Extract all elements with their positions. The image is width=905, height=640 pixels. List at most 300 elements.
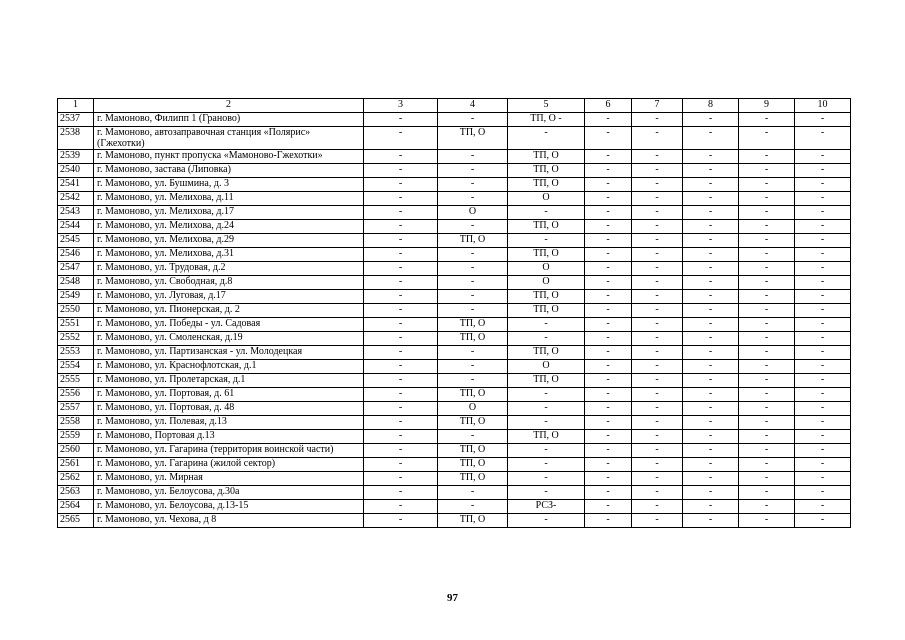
value-cell-5: - [508, 514, 585, 528]
value-cell-5: ТП, О [508, 178, 585, 192]
value-cell-6: - [585, 346, 632, 360]
address-cell: г. Мамоново, ул. Портовая, д. 48 [94, 402, 364, 416]
value-cell-8: - [683, 332, 739, 346]
value-cell-5: - [508, 402, 585, 416]
value-cell-10: - [795, 164, 851, 178]
header-col-10: 10 [795, 99, 851, 113]
row-number-cell: 2562 [58, 472, 94, 486]
value-cell-5: ТП, О [508, 290, 585, 304]
row-number-cell: 2540 [58, 164, 94, 178]
value-cell-6: - [585, 164, 632, 178]
row-number-cell: 2537 [58, 113, 94, 127]
value-cell-8: - [683, 113, 739, 127]
address-cell: г. Мамоново, ул. Мелихова, д.11 [94, 192, 364, 206]
header-col-1: 1 [58, 99, 94, 113]
value-cell-5: - [508, 206, 585, 220]
value-cell-3: - [364, 472, 438, 486]
address-cell: г. Мамоново, ул. Бушмина, д. 3 [94, 178, 364, 192]
value-cell-10: - [795, 276, 851, 290]
value-cell-3: - [364, 318, 438, 332]
value-cell-5: - [508, 416, 585, 430]
value-cell-3: - [364, 304, 438, 318]
table-row [58, 374, 851, 388]
value-cell-5: РСЗ- [508, 500, 585, 514]
table-row [58, 318, 851, 332]
value-cell-6: - [585, 360, 632, 374]
address-cell: г. Мамоново, ул. Белоусова, д.13-15 [94, 500, 364, 514]
value-cell-7: - [632, 458, 683, 472]
address-cell: г. Мамоново, ул. Чехова, д 8 [94, 514, 364, 528]
value-cell-5: ТП, О - [508, 113, 585, 127]
table-row [58, 178, 851, 192]
table-row [58, 416, 851, 430]
value-cell-10: - [795, 346, 851, 360]
value-cell-7: - [632, 127, 683, 150]
value-cell-5: - [508, 388, 585, 402]
value-cell-6: - [585, 290, 632, 304]
table-row [58, 430, 851, 444]
address-cell: г. Мамоново, ул. Мирная [94, 472, 364, 486]
value-cell-7: - [632, 374, 683, 388]
value-cell-8: - [683, 514, 739, 528]
value-cell-10: - [795, 388, 851, 402]
address-cell: г. Мамоново, Портовая д.13 [94, 430, 364, 444]
value-cell-9: - [739, 402, 795, 416]
value-cell-3: - [364, 388, 438, 402]
row-number-cell: 2542 [58, 192, 94, 206]
value-cell-9: - [739, 276, 795, 290]
value-cell-7: - [632, 304, 683, 318]
value-cell-10: - [795, 472, 851, 486]
value-cell-8: - [683, 318, 739, 332]
row-number-cell: 2549 [58, 290, 94, 304]
value-cell-6: - [585, 318, 632, 332]
value-cell-9: - [739, 127, 795, 150]
value-cell-5: ТП, О [508, 374, 585, 388]
value-cell-10: - [795, 192, 851, 206]
table-row [58, 192, 851, 206]
value-cell-7: - [632, 444, 683, 458]
value-cell-3: - [364, 220, 438, 234]
table-row [58, 514, 851, 528]
value-cell-7: - [632, 486, 683, 500]
header-col-4: 4 [438, 99, 508, 113]
address-cell: г. Мамоново, ул. Мелихова, д.29 [94, 234, 364, 248]
value-cell-9: - [739, 360, 795, 374]
value-cell-4: ТП, О [438, 472, 508, 486]
value-cell-8: - [683, 346, 739, 360]
address-cell: г. Мамоново, ул. Мелихова, д.31 [94, 248, 364, 262]
table-row [58, 444, 851, 458]
value-cell-7: - [632, 178, 683, 192]
value-cell-5: - [508, 127, 585, 150]
value-cell-3: - [364, 514, 438, 528]
value-cell-6: - [585, 248, 632, 262]
row-number-cell: 2551 [58, 318, 94, 332]
table-row [58, 262, 851, 276]
value-cell-8: - [683, 430, 739, 444]
value-cell-8: - [683, 276, 739, 290]
value-cell-7: - [632, 416, 683, 430]
value-cell-9: - [739, 346, 795, 360]
value-cell-8: - [683, 220, 739, 234]
address-cell: г. Мамоново, ул. Краснофлотская, д.1 [94, 360, 364, 374]
value-cell-8: - [683, 458, 739, 472]
address-cell: г. Мамоново, ул. Луговая, д.17 [94, 290, 364, 304]
value-cell-8: - [683, 248, 739, 262]
table-row [58, 304, 851, 318]
value-cell-10: - [795, 206, 851, 220]
value-cell-3: - [364, 416, 438, 430]
value-cell-10: - [795, 304, 851, 318]
value-cell-10: - [795, 234, 851, 248]
page-number: 97 [447, 592, 458, 604]
row-number-cell: 2552 [58, 332, 94, 346]
value-cell-8: - [683, 192, 739, 206]
row-number-cell: 2545 [58, 234, 94, 248]
value-cell-6: - [585, 472, 632, 486]
value-cell-4: - [438, 374, 508, 388]
value-cell-10: - [795, 486, 851, 500]
value-cell-6: - [585, 458, 632, 472]
value-cell-10: - [795, 248, 851, 262]
address-cell: г. Мамоново, ул. Мелихова, д.17 [94, 206, 364, 220]
value-cell-4: ТП, О [438, 458, 508, 472]
table-row [58, 402, 851, 416]
row-number-cell: 2546 [58, 248, 94, 262]
value-cell-6: - [585, 304, 632, 318]
value-cell-7: - [632, 346, 683, 360]
row-number-cell: 2558 [58, 416, 94, 430]
table-row [58, 113, 851, 127]
value-cell-3: - [364, 332, 438, 346]
value-cell-4: - [438, 220, 508, 234]
value-cell-7: - [632, 248, 683, 262]
address-cell: г. Мамоново, застава (Липовка) [94, 164, 364, 178]
address-cell: г. Мамоново, ул. Белоусова, д.30а [94, 486, 364, 500]
value-cell-4: ТП, О [438, 234, 508, 248]
value-cell-9: - [739, 178, 795, 192]
address-cell: г. Мамоново, ул. Свободная, д.8 [94, 276, 364, 290]
value-cell-9: - [739, 248, 795, 262]
value-cell-9: - [739, 220, 795, 234]
value-cell-7: - [632, 332, 683, 346]
value-cell-6: - [585, 220, 632, 234]
value-cell-4: ТП, О [438, 444, 508, 458]
value-cell-6: - [585, 514, 632, 528]
value-cell-8: - [683, 416, 739, 430]
table-row [58, 472, 851, 486]
row-number-cell: 2541 [58, 178, 94, 192]
value-cell-6: - [585, 374, 632, 388]
address-cell: г. Мамоново, ул. Гагарина (жилой сектор) [94, 458, 364, 472]
value-cell-5: - [508, 318, 585, 332]
value-cell-10: - [795, 416, 851, 430]
row-number-cell: 2544 [58, 220, 94, 234]
value-cell-9: - [739, 234, 795, 248]
value-cell-4: - [438, 276, 508, 290]
table-body [58, 113, 851, 528]
value-cell-5: О [508, 276, 585, 290]
value-cell-6: - [585, 444, 632, 458]
value-cell-7: - [632, 234, 683, 248]
value-cell-10: - [795, 290, 851, 304]
address-cell: г. Мамоново, ул. Трудовая, д.2 [94, 262, 364, 276]
value-cell-4: - [438, 290, 508, 304]
value-cell-10: - [795, 220, 851, 234]
table-row [58, 206, 851, 220]
value-cell-3: - [364, 402, 438, 416]
value-cell-4: - [438, 304, 508, 318]
row-number-cell: 2557 [58, 402, 94, 416]
value-cell-9: - [739, 304, 795, 318]
row-number-cell: 2554 [58, 360, 94, 374]
value-cell-10: - [795, 113, 851, 127]
table-row [58, 248, 851, 262]
value-cell-5: - [508, 458, 585, 472]
value-cell-10: - [795, 127, 851, 150]
value-cell-3: - [364, 192, 438, 206]
value-cell-3: - [364, 113, 438, 127]
value-cell-3: - [364, 150, 438, 164]
value-cell-10: - [795, 318, 851, 332]
value-cell-10: - [795, 444, 851, 458]
row-number-cell: 2560 [58, 444, 94, 458]
value-cell-10: - [795, 150, 851, 164]
value-cell-9: - [739, 430, 795, 444]
value-cell-9: - [739, 472, 795, 486]
row-number-cell: 2548 [58, 276, 94, 290]
value-cell-5: ТП, О [508, 150, 585, 164]
value-cell-5: ТП, О [508, 164, 585, 178]
value-cell-8: - [683, 374, 739, 388]
value-cell-8: - [683, 472, 739, 486]
table-header-row [58, 99, 851, 113]
value-cell-7: - [632, 220, 683, 234]
value-cell-4: - [438, 192, 508, 206]
value-cell-6: - [585, 127, 632, 150]
value-cell-7: - [632, 430, 683, 444]
value-cell-8: - [683, 150, 739, 164]
value-cell-6: - [585, 262, 632, 276]
row-number-cell: 2559 [58, 430, 94, 444]
table-row [58, 276, 851, 290]
table-row [58, 332, 851, 346]
value-cell-9: - [739, 113, 795, 127]
value-cell-9: - [739, 318, 795, 332]
value-cell-9: - [739, 192, 795, 206]
value-cell-8: - [683, 178, 739, 192]
value-cell-4: - [438, 360, 508, 374]
value-cell-8: - [683, 164, 739, 178]
value-cell-8: - [683, 304, 739, 318]
value-cell-10: - [795, 430, 851, 444]
address-cell: г. Мамоново, ул. Мелихова, д.24 [94, 220, 364, 234]
value-cell-8: - [683, 500, 739, 514]
value-cell-5: - [508, 332, 585, 346]
value-cell-9: - [739, 262, 795, 276]
document-table-wrapper [57, 98, 850, 528]
value-cell-6: - [585, 276, 632, 290]
value-cell-7: - [632, 514, 683, 528]
value-cell-6: - [585, 402, 632, 416]
value-cell-3: - [364, 127, 438, 150]
value-cell-5: ТП, О [508, 430, 585, 444]
value-cell-7: - [632, 262, 683, 276]
value-cell-3: - [364, 360, 438, 374]
value-cell-9: - [739, 388, 795, 402]
value-cell-7: - [632, 150, 683, 164]
table-row [58, 150, 851, 164]
value-cell-9: - [739, 206, 795, 220]
value-cell-5: ТП, О [508, 304, 585, 318]
address-cell: г. Мамоново, Филипп 1 (Граново) [94, 113, 364, 127]
value-cell-3: - [364, 276, 438, 290]
address-cell: г. Мамоново, ул. Пролетарская, д.1 [94, 374, 364, 388]
row-number-cell: 2538 [58, 127, 94, 150]
address-cell: г. Мамоново, ул. Смоленская, д.19 [94, 332, 364, 346]
value-cell-6: - [585, 192, 632, 206]
table-row [58, 360, 851, 374]
value-cell-8: - [683, 360, 739, 374]
value-cell-10: - [795, 500, 851, 514]
row-number-cell: 2563 [58, 486, 94, 500]
value-cell-5: ТП, О [508, 248, 585, 262]
value-cell-7: - [632, 206, 683, 220]
value-cell-7: - [632, 276, 683, 290]
value-cell-6: - [585, 113, 632, 127]
header-col-5: 5 [508, 99, 585, 113]
value-cell-3: - [364, 206, 438, 220]
row-number-cell: 2555 [58, 374, 94, 388]
value-cell-4: - [438, 262, 508, 276]
table-row [58, 127, 851, 150]
value-cell-4: - [438, 150, 508, 164]
value-cell-3: - [364, 262, 438, 276]
value-cell-6: - [585, 486, 632, 500]
table-row [58, 164, 851, 178]
table-row [58, 234, 851, 248]
value-cell-5: - [508, 234, 585, 248]
value-cell-4: О [438, 206, 508, 220]
table-row [58, 388, 851, 402]
header-col-6: 6 [585, 99, 632, 113]
value-cell-5: ТП, О [508, 220, 585, 234]
value-cell-7: - [632, 164, 683, 178]
value-cell-7: - [632, 472, 683, 486]
header-col-2: 2 [94, 99, 364, 113]
value-cell-7: - [632, 388, 683, 402]
value-cell-3: - [364, 444, 438, 458]
row-number-cell: 2547 [58, 262, 94, 276]
value-cell-4: - [438, 113, 508, 127]
value-cell-9: - [739, 164, 795, 178]
value-cell-10: - [795, 178, 851, 192]
row-number-cell: 2561 [58, 458, 94, 472]
value-cell-3: - [364, 430, 438, 444]
value-cell-6: - [585, 416, 632, 430]
table-row [58, 486, 851, 500]
value-cell-10: - [795, 374, 851, 388]
value-cell-9: - [739, 290, 795, 304]
value-cell-7: - [632, 500, 683, 514]
value-cell-3: - [364, 500, 438, 514]
row-number-cell: 2564 [58, 500, 94, 514]
value-cell-9: - [739, 150, 795, 164]
row-number-cell: 2556 [58, 388, 94, 402]
table-row [58, 458, 851, 472]
value-cell-3: - [364, 486, 438, 500]
value-cell-10: - [795, 262, 851, 276]
value-cell-4: - [438, 164, 508, 178]
address-table [57, 98, 851, 528]
value-cell-4: - [438, 486, 508, 500]
table-row [58, 500, 851, 514]
value-cell-3: - [364, 234, 438, 248]
value-cell-5: ТП, О [508, 346, 585, 360]
value-cell-8: - [683, 388, 739, 402]
value-cell-4: ТП, О [438, 332, 508, 346]
value-cell-9: - [739, 514, 795, 528]
value-cell-9: - [739, 486, 795, 500]
value-cell-9: - [739, 458, 795, 472]
value-cell-9: - [739, 444, 795, 458]
value-cell-8: - [683, 290, 739, 304]
value-cell-8: - [683, 127, 739, 150]
value-cell-3: - [364, 290, 438, 304]
header-col-9: 9 [739, 99, 795, 113]
value-cell-6: - [585, 150, 632, 164]
value-cell-9: - [739, 416, 795, 430]
value-cell-7: - [632, 290, 683, 304]
value-cell-10: - [795, 332, 851, 346]
value-cell-5: О [508, 262, 585, 276]
value-cell-4: - [438, 248, 508, 262]
value-cell-4: О [438, 402, 508, 416]
value-cell-8: - [683, 262, 739, 276]
value-cell-3: - [364, 374, 438, 388]
row-number-cell: 2565 [58, 514, 94, 528]
value-cell-6: - [585, 332, 632, 346]
value-cell-4: - [438, 500, 508, 514]
value-cell-4: - [438, 178, 508, 192]
value-cell-8: - [683, 402, 739, 416]
value-cell-6: - [585, 206, 632, 220]
value-cell-7: - [632, 192, 683, 206]
value-cell-6: - [585, 430, 632, 444]
address-cell: г. Мамоново, ул. Портовая, д. 61 [94, 388, 364, 402]
value-cell-6: - [585, 234, 632, 248]
header-col-7: 7 [632, 99, 683, 113]
value-cell-8: - [683, 206, 739, 220]
value-cell-5: - [508, 444, 585, 458]
value-cell-4: - [438, 346, 508, 360]
row-number-cell: 2553 [58, 346, 94, 360]
row-number-cell: 2550 [58, 304, 94, 318]
value-cell-5: - [508, 472, 585, 486]
value-cell-4: ТП, О [438, 318, 508, 332]
row-number-cell: 2539 [58, 150, 94, 164]
address-cell: г. Мамоново, ул. Гагарина (территория воинской части) [94, 444, 364, 458]
value-cell-6: - [585, 178, 632, 192]
row-number-cell: 2543 [58, 206, 94, 220]
value-cell-10: - [795, 402, 851, 416]
value-cell-8: - [683, 234, 739, 248]
value-cell-3: - [364, 248, 438, 262]
value-cell-7: - [632, 318, 683, 332]
table-row [58, 220, 851, 234]
value-cell-7: - [632, 360, 683, 374]
